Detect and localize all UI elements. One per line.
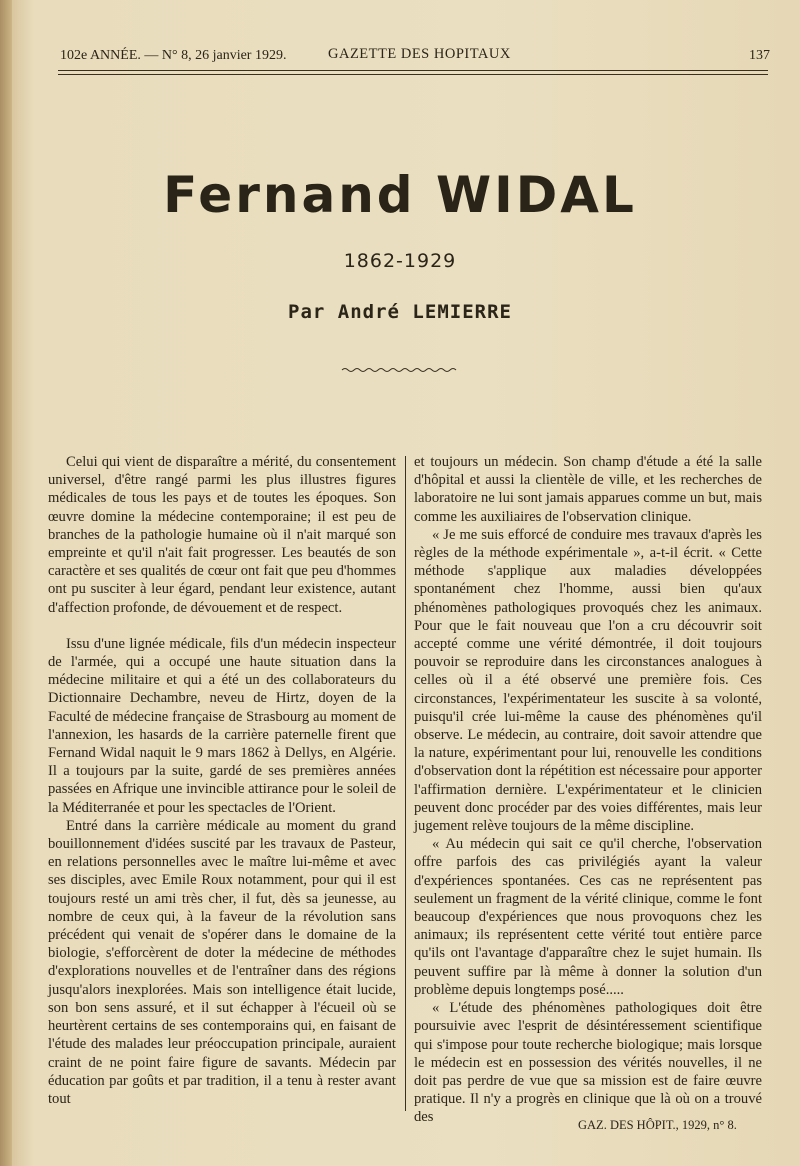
- right-column: [414, 453, 762, 1127]
- paragraph: et toujours un médecin. Son champ d'étude a été la salle d'hôpital et aussi la clientèle de ville, et les recherches de laboratoire ne lui sont jamais apparues comme un but, mais comme les auxiliaires de l'observation clinique.: [414, 454, 762, 525]
- issue-info: 102e ANNÉE. — N° 8, 26 janvier 1929.: [60, 48, 287, 63]
- paragraph: Issu d'une lignée médicale, fils d'un médecin inspecteur de l'armée, qui a occupé une haute situation dans la médecine militaire et qui a été un des collaborateurs du Dictionnaire Dechambre, neveu de Hirtz, doyen de la Faculté de médecine française de Strasbourg au moment de l'annexion, les hasards de la carrière paternelle firent que Fernand Widal naquit le 9 mars 1862 à Dellys, en Algérie. Il a toujours par la suite, gardé de ses premières années passées en Afrique une invincible attirance pour le soleil de la Méditerranée et pour les spectacles de l'Orient.: [48, 635, 396, 816]
- article-title: Fernand WIDAL: [163, 166, 637, 224]
- paragraph: Celui qui vient de disparaître a mérité, du consentement universel, d'être rangé parmi les plus illustres figures médicales de tous les pays et de toutes les époques. Son œuvre domine la médecine contemporaine; il est peu de branches de la pathologie humaine où il n'ait marqué son empreinte et qu'il n'ait fait progresser. Les beautés de son caractère et ses qualités de cœur ont fait que peu d'hommes ont pu susciter à leur égard, pendant leur existence, autant d'affection profonde, de dévouement et de respect.: [48, 454, 396, 616]
- article-author: Par André LEMIERRE: [288, 301, 512, 323]
- paragraph: « Je me suis efforcé de conduire mes travaux d'après les règles de la méthode expérimentale », a-t-il écrit. « Cette méthode s'applique aux maladies développées spontanément chez l'homme, aussi bien qu'aux phénomènes pathologiques provoqués chez les animaux. Pour que le fait nouveau que l'on a cru découvrir soit accepté comme une vérité démontrée, il doit toujours pouvoir se reproduire dans les circonstances analogues à celles où il a été observé une première fois. Ces circonstances, l'expérimentateur les suscite à sa volonté, puisqu'il crée lui-même la cause des phénomènes qu'il observe. Le médecin, au contraire, doit savoir attendre que la nature, expérimentant pour lui, renouvelle les conditions d'observation dont la répétition est nécessaire pour apporter l'affirmation dernière. L'expérimentateur et le clinicien peuvent donc procéder par des voies différentes, mais leur jugement relève toujours de la même discipline.: [414, 526, 762, 835]
- paragraph: Entré dans la carrière médicale au moment du grand bouillonnement d'idées suscité par les travaux de Pasteur, en relations personnelles avec le maître lui-même et avec ses disciples, avec Emile Roux notamment, pour qui il est toujours resté un ami très cher, il fut, dès sa jeunesse, au nombre de ceux qui, à la faveur de la révolution sans précédent qui venait de s'opérer dans le domaine de la biologie, s'efforcèrent de doter la médecine de méthodes d'explorations nouvelles et de l'entraîner dans des régions jusqu'alors inexplorées. Mais son intelligence était lucide, son bon sens assuré, et il sut échapper à l'écueil où se heurtèrent certains de ses contemporains qui, en faisant de l'étude des malades leur préoccupation principale, auraient craint de ne point faire figure de savants. Médecin par éducation par goûts et par tradition, il a tenu à rester avant tout: [48, 817, 396, 1107]
- paragraph: « Au médecin qui sait ce qu'il cherche, l'observation offre parfois des cas privilégiés ayant la valeur d'expériences spontanées. Ces cas ne représentent pas seulement un fragment de la vérité clinique, comme le font beaucoup d'expériences que nous provoquons chez les animaux; ils représentent cette vérité tout entière parce qu'ils ont l'avantage d'apparaître chez le sujet humain. Ils peuvent suffire par là même à donner la solution d'un problème depuis longtemps posé.....: [414, 836, 762, 998]
- page-footer: GAZ. DES HÔPIT., 1929, n° 8.: [578, 1118, 737, 1132]
- journal-name: GAZETTE DES HOPITAUX: [328, 46, 511, 62]
- running-header: [60, 44, 770, 68]
- left-column: [48, 453, 396, 1108]
- header-rule-top: [58, 70, 768, 71]
- paragraph: « L'étude des phénomènes pathologiques doit être poursuivie avec l'esprit de désintéressement scientifique qui s'impose pour toute recherche biologique; mais lorsque le médecin est en possession des vérités nouvelles, il ne doit pas perdre de vue que sa mission est de faire œuvre pratique. Il n'y a progrès en clinique que là où on a trouvé des: [414, 1000, 762, 1126]
- page-number: 137: [749, 48, 770, 63]
- article-dates: 1862-1929: [343, 250, 457, 272]
- header-rule-bottom: [58, 74, 768, 75]
- column-divider: [405, 456, 406, 1111]
- ornamental-divider: [340, 366, 460, 374]
